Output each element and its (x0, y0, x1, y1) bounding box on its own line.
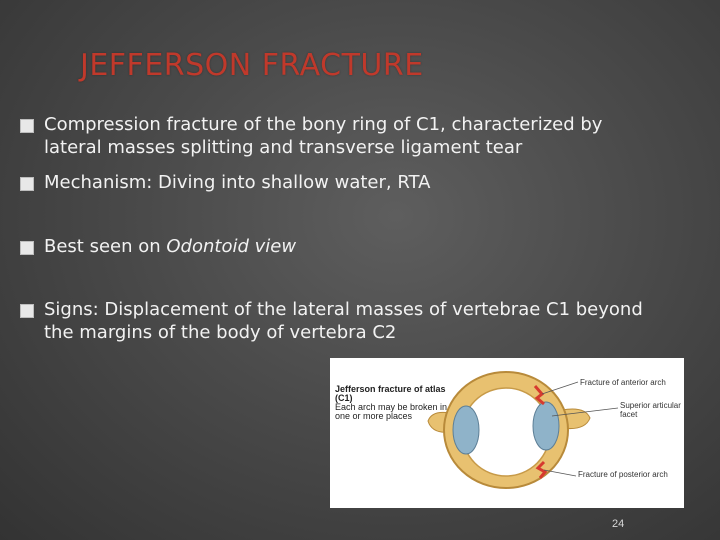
figure-caption: Each arch may be broken in one or more places (335, 402, 448, 421)
bullet-mechanism (20, 171, 644, 194)
bullet-marker (20, 241, 34, 255)
bullet-prefix: Best seen on (44, 236, 167, 257)
slide-title: JEFFERSON FRACTURE (80, 48, 424, 83)
label-posterior-arch: Fracture of posterior arch (578, 470, 668, 479)
label-superior-facet: Superior articular facet (620, 401, 681, 419)
bullet-text (44, 235, 644, 258)
bullet-marker (20, 304, 34, 318)
bullet-signs (20, 298, 644, 344)
jefferson-fracture-figure (330, 358, 684, 508)
bullet-view (20, 235, 644, 258)
bullet-marker (20, 177, 34, 191)
bullet-text: Compression fracture of the bony ring of C1, characterized by lateral masses splitting and transverse ligament tear (44, 114, 603, 158)
bullet-text: Signs: Displacement of the lateral masses of vertebrae C1 beyond the margins of the body of vertebra C2 (44, 299, 643, 343)
page-number: 24 (612, 518, 625, 530)
figure-heading: Jefferson fracture of atlas (C1) (335, 384, 446, 403)
bullet-marker (20, 119, 34, 133)
label-anterior-arch: Fracture of anterior arch (580, 378, 666, 387)
left-articular-facet (453, 406, 479, 454)
bullet-definition (20, 113, 644, 159)
bullet-emphasis: Odontoid view (166, 236, 297, 257)
bullet-text: Mechanism: Diving into shallow water, RTA (44, 172, 431, 193)
right-articular-facet (533, 402, 559, 450)
